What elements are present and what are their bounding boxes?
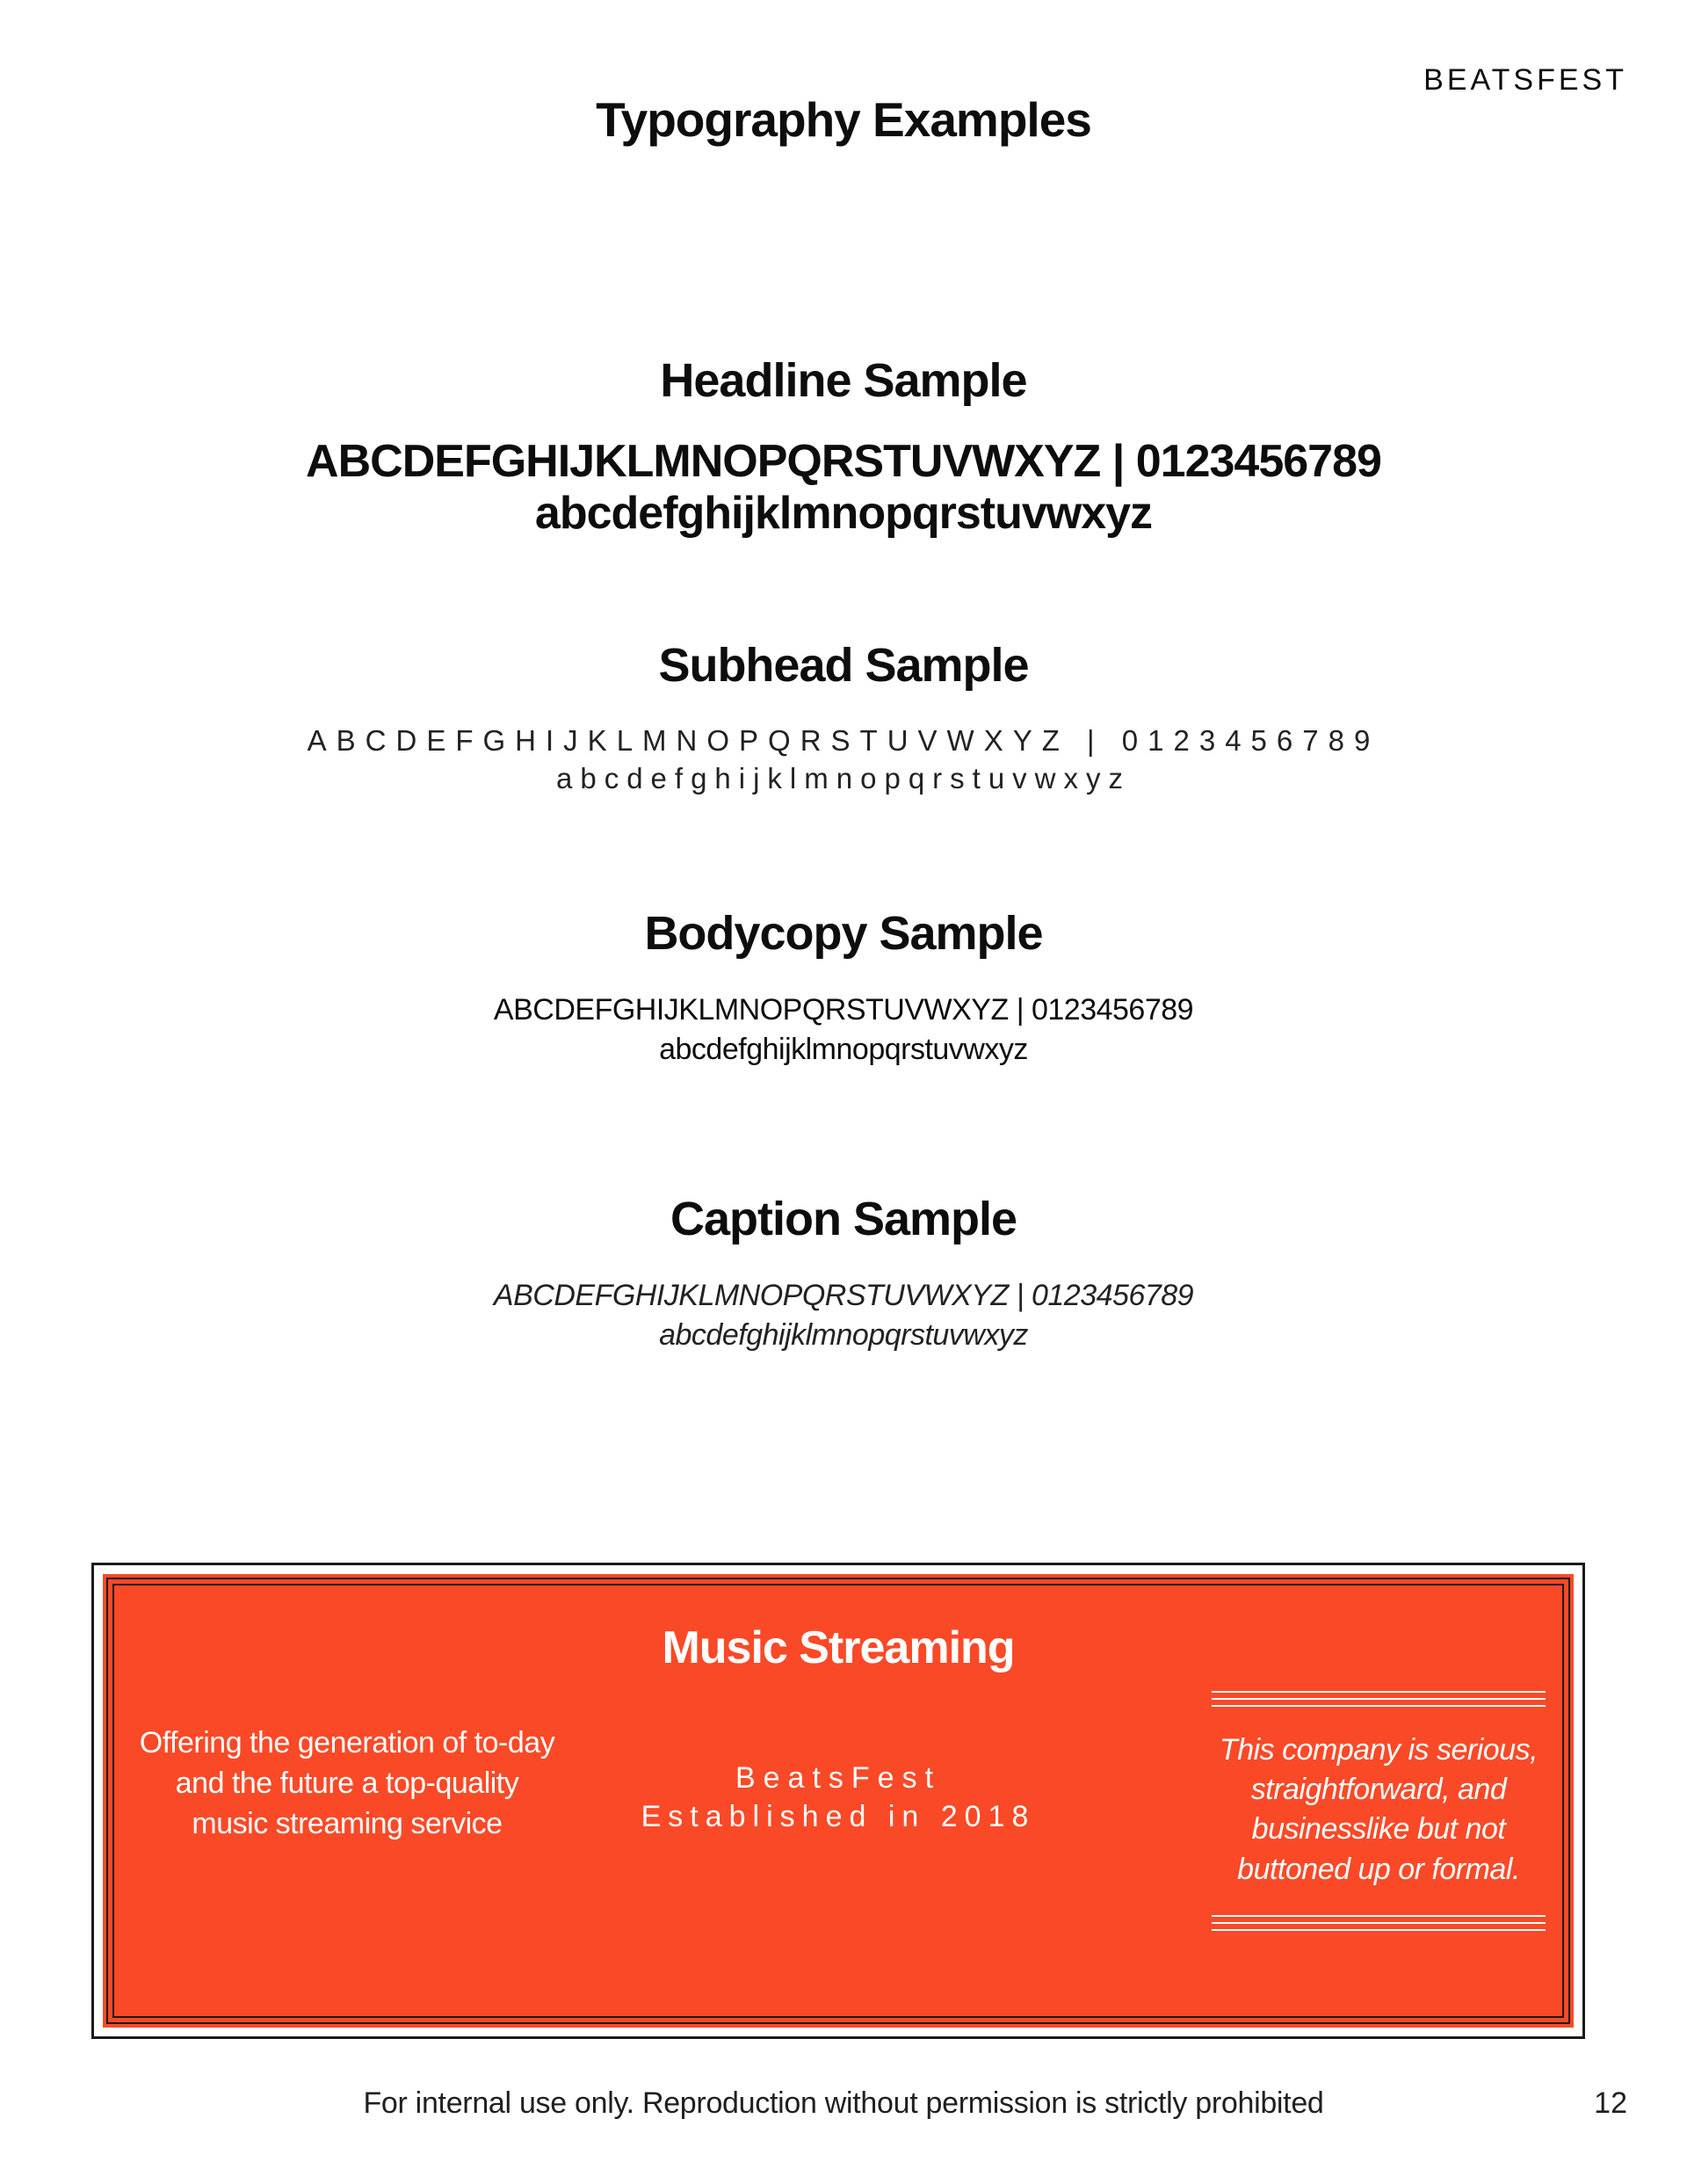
page-number: 12 bbox=[1594, 2086, 1627, 2120]
subhead-sample bbox=[0, 639, 1687, 798]
music-streaming-panel bbox=[91, 1563, 1585, 2039]
caption-lowercase: abcdefghijklmnopqrstuvwxyz bbox=[659, 1317, 1028, 1352]
panel-established: Established in 2018 bbox=[641, 1800, 1036, 1834]
panel-brand-name: BeatsFest bbox=[735, 1761, 942, 1795]
caption-sample-title: Caption Sample bbox=[670, 1193, 1017, 1245]
panel-quote: This company is serious, straightforward, and businesslike but not buttoned up or formal. bbox=[1219, 1733, 1539, 1886]
bottom-triple-rule bbox=[1212, 1914, 1546, 1934]
headline-sample-title: Headline Sample bbox=[660, 354, 1027, 407]
panel-title: Music Streaming bbox=[662, 1622, 1015, 1673]
bodycopy-lowercase: abcdefghijklmnopqrstuvwxyz bbox=[659, 1032, 1028, 1066]
top-triple-rule bbox=[1212, 1690, 1546, 1709]
caption-uppercase: ABCDEFGHIJKLMNOPQRSTUVWXYZ | 0123456789 bbox=[493, 1279, 1194, 1312]
headline-sample bbox=[0, 354, 1687, 541]
subhead-lowercase: abcdefghijklmnopqrstuvwxyz bbox=[555, 761, 1132, 795]
bodycopy-uppercase: ABCDEFGHIJKLMNOPQRSTUVWXYZ | 0123456789 bbox=[493, 993, 1194, 1027]
subhead-uppercase: ABCDEFGHIJKLMNOPQRSTUVWXYZ | 0123456789 bbox=[307, 724, 1380, 757]
headline-uppercase: ABCDEFGHIJKLMNOPQRSTUVWXYZ | 0123456789 bbox=[306, 436, 1381, 487]
caption-sample bbox=[0, 1195, 1687, 1353]
bodycopy-sample-title: Bodycopy Sample bbox=[644, 907, 1043, 960]
footer-notice: For internal use only. Reproduction without permission is strictly prohibited bbox=[363, 2086, 1324, 2120]
page-title: Typography Examples bbox=[596, 92, 1091, 147]
panel-tagline: Offering the generation of to-day and the future a top-quality music streaming service bbox=[139, 1726, 555, 1840]
subhead-sample-title: Subhead Sample bbox=[658, 639, 1029, 692]
bodycopy-sample bbox=[0, 907, 1687, 1068]
headline-lowercase: abcdefghijklmnopqrstuvwxyz bbox=[534, 487, 1153, 539]
brand-name: BEATSFEST bbox=[1423, 63, 1627, 97]
panel-quote-block bbox=[1205, 1690, 1553, 1934]
panel-background bbox=[103, 1574, 1574, 2028]
